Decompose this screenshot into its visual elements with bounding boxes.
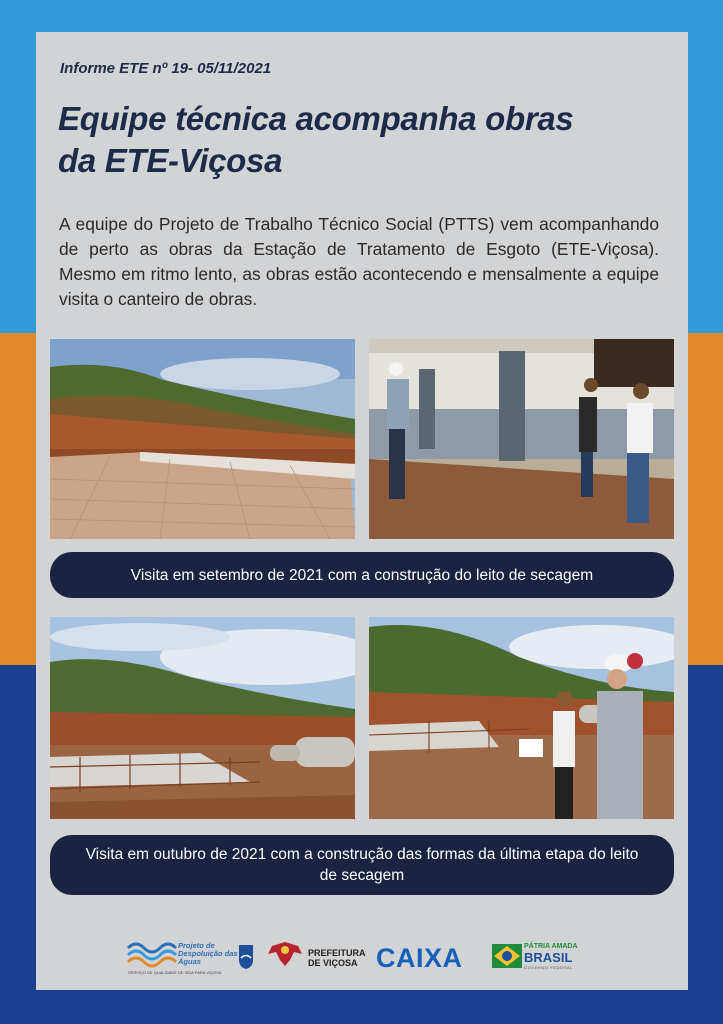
brasil-sub-text: GOVERNO FEDERAL	[524, 965, 574, 970]
coat-of-arms-icon	[266, 938, 304, 970]
water-waves-icon	[126, 938, 178, 968]
prefeitura-line-2: DE VIÇOSA	[308, 958, 358, 968]
newsletter-card	[36, 32, 688, 990]
photo-october-formwork	[50, 617, 355, 819]
photo-september-drying-bed	[50, 339, 355, 539]
brasil-top-text: PÁTRIA AMADA	[524, 943, 578, 950]
prefeitura-line-1: PREFEITURA	[308, 948, 366, 958]
logo-prefeitura-vicosa	[266, 938, 370, 978]
partner-logos	[126, 938, 606, 978]
logo-governo-federal	[492, 938, 592, 978]
projeto-name: Projeto de Despoluição das Águas	[178, 941, 238, 966]
intro-paragraph: A equipe do Projeto de Trabalho Técnico Social (PTTS) vem acompanhando de perto as obras da Estação de Tratamento de Esgoto (ETE-Viçosa). Mesmo em ritmo lento, as obras estão acontecendo e mensalmente a equipe visita o canteiro de obras.	[59, 214, 659, 309]
photo-september-team-visit	[369, 339, 674, 539]
issue-meta: Informe ETE nº 19- 05/11/2021	[60, 60, 272, 77]
caption-september-text: Visita em setembro de 2021 com a construção do leito de secagem	[130, 566, 594, 584]
prefeitura-text	[308, 948, 366, 968]
caption-october	[50, 835, 674, 895]
caption-september	[50, 552, 674, 598]
logo-caixa: CAIXA	[376, 943, 463, 973]
brasil-main-text: BRASIL	[524, 950, 573, 965]
title-line-1: Equipe técnica acompanha obras	[58, 100, 574, 137]
logo-projeto-despoluicao	[126, 938, 238, 978]
brazil-flag-icon	[492, 944, 522, 968]
photo-october-team-visit	[369, 617, 674, 819]
shield-logo-icon	[238, 944, 254, 970]
caption-october-text: Visita em outubro de 2021 com a construção das formas da última etapa do leito de secagem	[85, 846, 639, 884]
projeto-subtitle: SERVIÇO DE QUALIDADE DE VIDA PARA VIÇOSA	[128, 970, 222, 975]
page-title	[58, 98, 658, 182]
title-line-2: da ETE-Viçosa	[58, 142, 283, 179]
